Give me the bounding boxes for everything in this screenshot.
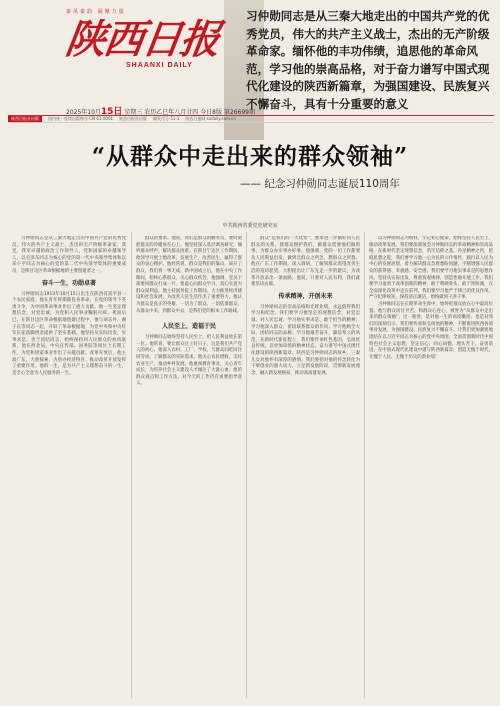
date-suffix: 星期三 农历乙巳年八月廿四 今日8版 第26699期: [124, 109, 255, 116]
subheadline: —— 纪念习仲勋同志诞辰110周年: [240, 178, 400, 190]
paragraph: 习仲勋同志是从三秦大地走出的中国共产党的优秀党员，伟大的共产主义战士，杰出的无产阶级革命家，我党、我军卓越的政治工作领导人，党和国家的卓越领导人，以毛泽东同志为核心的党的第一代中央领导集体和以邓小平同志为核心的党的第二代中央领导集体的重要成员，是陕甘边区革命根据地的主要创建者之一。: [12, 236, 126, 274]
paragraph: 习仲勋同志始终坚持人民至上，把人民利益放在第一位。他常说，要让群众过上好日子，这是我们共产党人的初心。他深入农村、工厂、学校，与群众同吃同住同劳动，了解群众的实际需求。他关心农民增收，支持农业生产，推动乡村发展。他重视教育事业，关心青年成长，为培养社会主义建设人才倾注了大量心血。他的群众观点和工作方法，对今天的工作仍有重要指导意义。: [136, 335, 242, 387]
paragraph: 群众“是我们的一大优势”，要求进一步搞好同人民群众的关系，使群众拥护我们，做群众需要他们做的事，为群众办实事办好事。他强调，党的一切工作都要从人民利益出发，做到急群众之所急，想群众之所想。他在广东工作期间，深入调研，了解到群众渴望改善生活的迫切愿望，大胆提出让广东先走一步的建议，为改革开放杀出一条血路。他说，只要对人民有利，我们就要坚决去做。: [251, 236, 360, 288]
info-bar-item: 陕西日报社出版: [119, 116, 148, 121]
date-day: 15日: [100, 107, 123, 117]
date-prefix: 2025年10月: [66, 109, 101, 116]
article-column-3: [251, 236, 360, 698]
section-heading: 传承精神，开创未来: [278, 292, 333, 300]
paragraph: 习仲勋同志1913年10月15日出生在陕西省富平县一个农民家庭。他在青年时期就投身革命，在党的领导下英勇斗争，为中国革命事业作出了重大贡献。他一生坚定理想信念，对党忠诚，为党和人民事业鞠躬尽瘁、死而后已。在陕甘边区革命根据地创建过程中，他与刘志丹、谢子长等同志一起，开辟了革命根据地，为党中央和中央红军长征落脚西北提供了坚实基础。他坚持从实际出发，实事求是，善于团结同志，始终保持同人民群众的血肉联系。他在西北局、中央宣传部、国务院等岗位上长期工作，为党和国家事业作出了卓越贡献。改革开放后，他主政广东，大胆探索，为创办经济特区、推动改革开放发挥了重要作用。他的一生，是为共产主义理想奋斗的一生，是全心全意为人民服务的一生。: [12, 291, 126, 376]
info-bar-tag: 陕西日报社出版: [8, 116, 42, 122]
column-divider: [364, 232, 365, 698]
section-heading: 人民至上，造福于民: [161, 323, 216, 331]
article-column-2: [136, 236, 242, 698]
column-divider: [131, 232, 132, 698]
info-bar-item: 陕西日报网 sxdaily.com.cn: [185, 116, 236, 121]
article-column-4: [369, 236, 493, 698]
column-divider: [246, 232, 247, 698]
masthead: [8, 6, 255, 146]
info-bar-item: 邮发代号 51-1: [153, 116, 180, 121]
top-quote: 习仲勋同志是从三秦大地走出的中国共产党的优秀党员，伟大的共产主义战士，杰出的无产阶级革命家。缅怀他的丰功伟绩，追思他的革命风范，学习他的崇高品格，对于奋力谱写中国式现代化建设的陕西新篇章，为强国建设、民族复兴不懈奋斗，具有十分重要的意义: [246, 9, 490, 111]
headline: “从群众中走出来的群众领袖”: [91, 143, 409, 170]
masthead-slogan: 秦风秦韵 凝聚力量: [66, 9, 126, 15]
paragraph: 以习仲勋同志为榜样，牢记初心使命，始终坚持人民至上，推动改革发展。我们要深刻领会习仲勋同志的革命精神和崇高品格，在新时代坚定理想信念，筑牢信仰之基，补足精神之钙，把稳思想之舵。我们要学习他一心为民的公仆情怀，践行以人民为中心的发展思想，着力解决群众急难愁盼问题，不断增强人民群众的获得感、幸福感、安全感。我们要学习他实事求是的思想作风，坚持从实际出发，尊重客观规律，创造性地开展工作。我们要学习他勇于改革创新的精神，敢于啃硬骨头，敢于涉险滩，在全面深化改革中走在前列。我们要学习他严于律己的优良作风，严守纪律规矩，保持清正廉洁，始终做到干净干事。: [369, 236, 493, 301]
byline: 中共陕西省委党史研究室: [222, 223, 278, 229]
info-bar: [8, 115, 494, 123]
newspaper-logo-en: SHAANXI DAILY: [126, 62, 193, 69]
paragraph: 习仲勋同志的崇高品格和光辉业绩，永远值得我们学习和纪念。我们要学习他坚定的理想信念，对党忠诚、对人民忠诚；学习他实事求是、敢于担当的精神；学习他深入群众、密切联系群众的作风；学习他顾全大局、团结同志的品格；学习他艰苦奋斗、廉洁奉公的风范。在新时代新征程上，我们要传承红色基因，弘扬优良传统，以更加昂扬的精神状态，奋力谱写中国式现代化建设的陕西新篇章。陕西是习仲勋同志的故乡，三秦儿女对他怀有深厚的感情。我们要把对他的怀念转化为干事创业的强大动力，立足新发展阶段，贯彻新发展理念，融入新发展格局，推动高质量发展。: [251, 304, 360, 376]
section-heading: 奋斗一生，功勋卓著: [41, 279, 96, 287]
info-bar-item: 国内统一连续出版物号 CN 61-0001: [48, 116, 114, 121]
newspaper-logo: 陕西日报: [62, 16, 222, 63]
paragraph: 习仲勋同志在长期革命生涯中，始终把群众放在心中最高位置。他与群众同甘共苦，和群众心连心，被誉为“从群众中走出来的群众领袖”。这一称誉，是对他一生的高度概括，也是对我们的深刻启示。我们要传承和弘扬他的精神，不断推进陕西各项事业发展，为强国建设、民族复兴不懈奋斗。让我们更加紧密地团结在以习近平同志为核心的党中央周围，全面贯彻新时代中国特色社会主义思想，坚定信心、同心同德，埋头苦干、奋勇前进，在中国式现代化建设中谱写陕西新篇章，创造无愧于时代、无愧于人民、无愧于历史的新业绩！: [369, 301, 493, 360]
article-column-1: [12, 236, 126, 698]
paragraph: 群众的要求。他说，我们是群众的勤务员，要时刻把群众的冷暖放在心上。他坚持深入基层调查研究，倾听群众呼声，解决群众困难。在陕甘宁边区工作期间，他领导开展土地改革，发展生产，改善民生，赢得了群众的衷心拥护。他经常说，群众是我们的靠山，离开了群众，我们将一事无成。新中国成立后，他在中央工作期间，始终心系群众，关心群众疾苦。他强调，党员干部要同群众打成一片，要虚心向群众学习，真心实意为群众谋利益。他主持国务院工作期间，大力推进经济建设和社会发展，为改善人民生活作出了重要努力。他认为群众是真正的英雄，一切为了群众，一切依靠群众，从群众中来，到群众中去，是我们党的根本工作路线。: [136, 236, 242, 314]
